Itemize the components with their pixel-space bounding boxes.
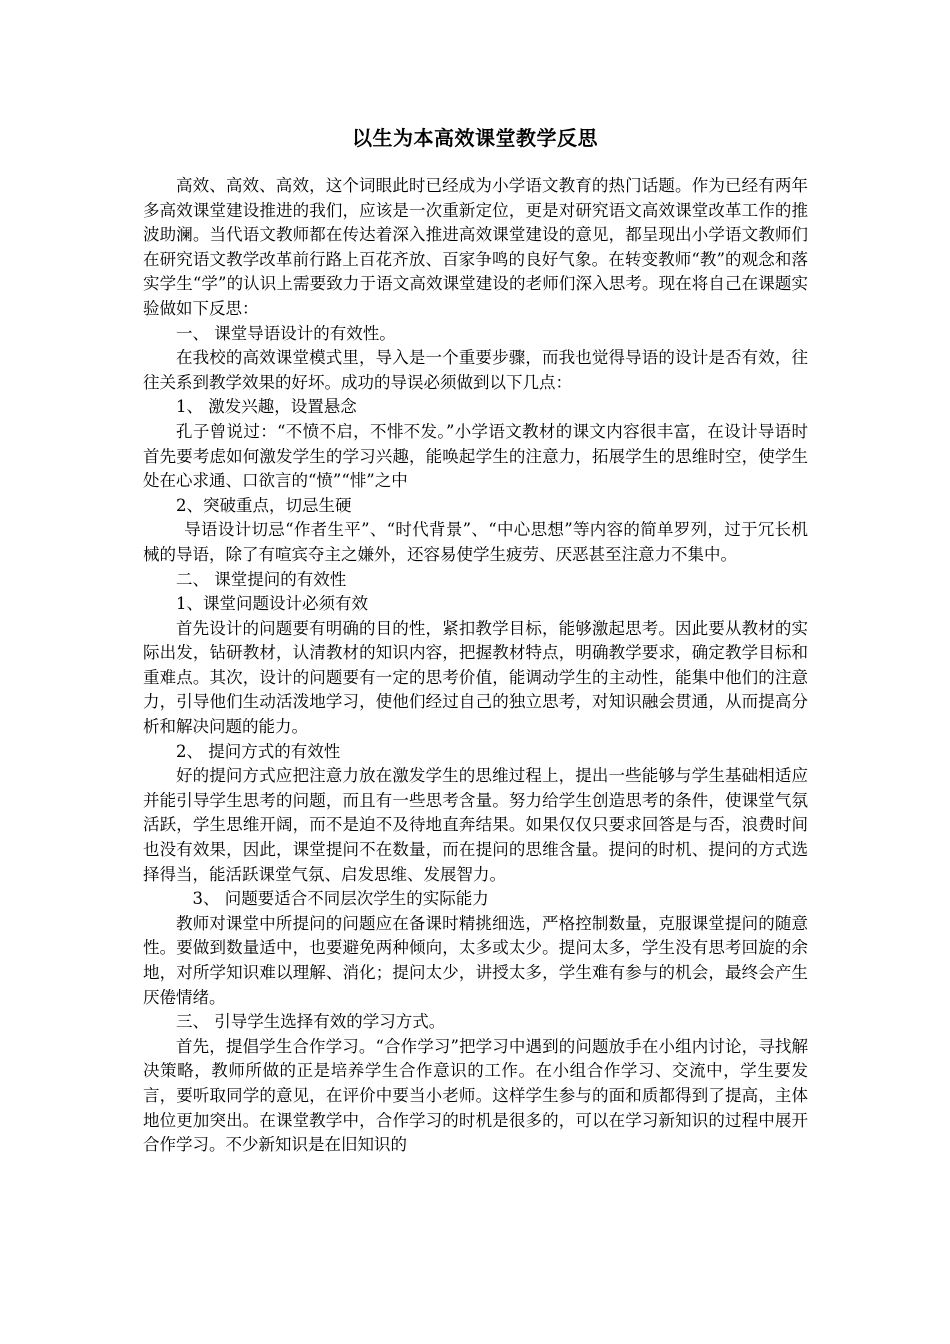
subsection-heading: 1、 激发兴趣，设置悬念 — [176, 397, 357, 417]
paragraph: 在我校的高效课堂模式里，导入是一个重要步骤，而我也觉得导语的设计是否有效，往往关系到教学效果的好坏。成功的导误必须做到以下几点： — [143, 348, 808, 392]
section-heading-3: 三、 引导学生选择有效的学习方式。 — [176, 1012, 446, 1032]
paragraph-intro: 高效、高效、高效，这个词眼此时已经成为小学语文教育的热门话题。作为已经有两年多高效课堂建设推进的我们，应该是一次重新定位，更是对研究语文高效课堂改革工作的推波助澜。当代语文教师都在传达着深入推进高效课堂建设的意见，都呈现出小学语文教师们在研究语文教学改革前行路上百花齐放、百家争鸣的良好气象。在转变教师“教”的观念和落实学生“学”的认识上需要致力于语文高效课堂建设的老师们深入思考。现在将自己在课题实验做如下反思： — [143, 176, 808, 318]
section-heading-1: 一、 课堂导语设计的有效性。 — [176, 323, 396, 343]
paragraph: 教师对课堂中所提问的问题应在备课时精挑细选，严格控制数量，克服课堂提问的随意性。要做到数量适中，也要避免两种倾向，太多或太少。提问太多，学生没有思考回旋的余地，对所学知识难以理解、消化；提问太少，讲授太多，学生难有参与的机会，最终会产生厌倦情绪。 — [143, 913, 808, 1007]
section-heading-2: 二、 课堂提问的有效性 — [176, 569, 347, 589]
document-title: 以生为本高效课堂教学反思 — [352, 126, 598, 150]
paragraph: 导语设计切忌“作者生平”、“时代背景”、“中心思想”等内容的简单罗列，过于冗长机械的导语，除了有喧宾夺主之嫌外，还容易使学生疲劳、厌恶甚至注意力不集中。 — [143, 520, 808, 564]
paragraph: 好的提问方式应把注意力放在激发学生的思维过程上，提出一些能够与学生基础相适应并能引导学生思考的问题，而且有一些思考含量。努力给学生创造思考的条件，使课堂气氛活跃，学生思维开阔，而不是迫不及待地直奔结果。如果仅仅只要求回答是与否，浪费时间也没有效果，因此，课堂提问不在数量，而在提问的思维含量。提问的时机、提问的方式选择得当，能活跃课堂气氛、启发思维、发展智力。 — [143, 766, 808, 884]
paragraph: 孔子曾说过：“不愤不启，不悱不发。”小学语文教材的课文内容很丰富，在设计导语时首先要考虑如何激发学生的学习兴趣，能唤起学生的注意力，拓展学生的思维时空，使学生处在心求通、口欲言的“愤”“悱”之中 — [143, 421, 808, 491]
paragraph: 首先设计的问题要有明确的目的性，紧扣教学目标，能够激起思考。因此要从教材的实际出发，钻研教材，认清教材的知识内容，把握教材特点，明确教学要求，确定教学目标和重难点。其次，设计的问题要有一定的思考价值，能调动学生的主动性，能集中他们的注意力，引导他们生动活泼地学习，使他们经过自己的独立思考，对知识融会贯通，从而提高分析和解决问题的能力。 — [143, 618, 808, 737]
subsection-heading: 1、课堂问题设计必须有效 — [176, 594, 368, 614]
subsection-heading: 3、 问题要适合不同层次学生的实际能力 — [192, 889, 489, 909]
subsection-heading: 2、突破重点，切忌生硬 — [176, 495, 352, 515]
subsection-heading: 2、 提问方式的有效性 — [176, 741, 341, 761]
paragraph: 首先，提倡学生合作学习。“合作学习”把学习中遇到的问题放手在小组内讨论，寻找解决策略，教师所做的正是培养学生合作意识的工作。在小组合作学习、交流中，学生要发言，要听取同学的意见，在评价中要当小老师。这样学生参与的面和质都得到了提高，主体地位更加突出。在课堂教学中，合作学习的时机是很多的，可以在学习新知识的过程中展开合作学习。不少新知识是在旧知识的 — [143, 1036, 808, 1155]
document-body — [143, 174, 808, 1158]
